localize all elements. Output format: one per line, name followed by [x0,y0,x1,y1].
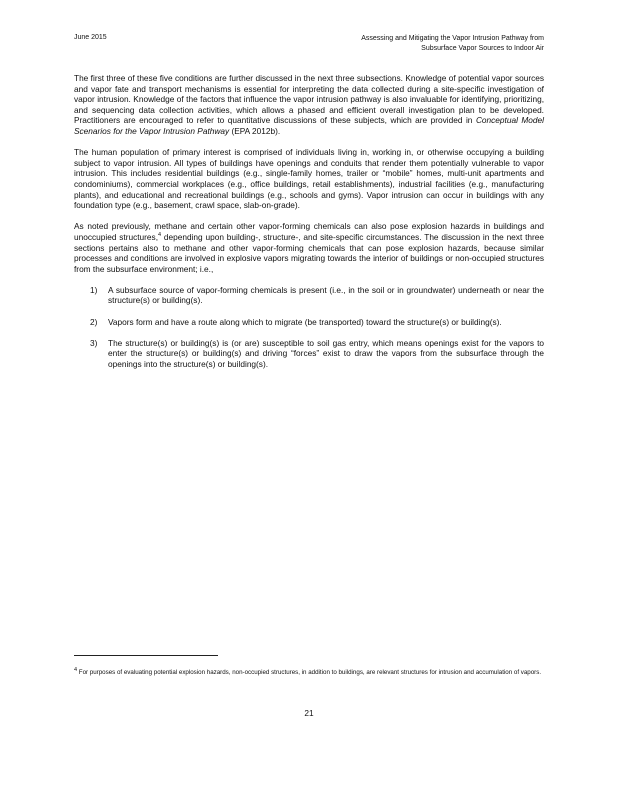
header-title-line-1: Assessing and Mitigating the Vapor Intrusion Pathway from [361,35,544,42]
paragraph-1-text: The first three of these five conditions are further discussed in the next three subsections. Knowledge of potential vapor sources and vapor fate and transport mechanisms is essential for interpreting the data collected during a site-specific investigation of vapor intrusion. Knowledge of the factors that influence the vapor intrusion pathway is also invaluable for identifying, prioritizing, and sequencing data collection activities, which allows a phased and efficient overall investigation plan to be developed. Practitioners are encouraged to refer to quantitative discussions of these subjects, which are provided in [74,73,544,126]
list-item-number: 2) [90,316,98,327]
list-item-text: The structure(s) or building(s) is (or are) susceptible to soil gas entry, which means openings exist for the vapors to enter the structure(s) or building(s) and driving “forces” exist to draw the vapors from the subsurface through the openings into the structure(s) or building(s). [108,337,544,370]
paragraph-3-text-a: As noted previously, methane and certain other vapor-forming chemicals can also pose explosion hazards in buildings and unoccupied structures, [74,221,544,242]
page-number: 21 [304,708,314,718]
list-item-text: Vapors form and have a route along which to migrate (be transported) toward the structure(s) or building(s). [108,316,502,327]
footnote-reference: 4 [158,232,162,239]
header-title-line-2: Subsurface Vapor Sources to Indoor Air [421,44,544,52]
list-item [74,338,544,370]
list-item-number: 1) [90,284,98,295]
paragraph-3 [74,221,544,274]
header-date: June 2015 [74,34,107,41]
list-item-text: A subsurface source of vapor-forming chemicals is present (i.e., in the soil or in groundwater) underneath or near the structure(s) or building(s). [108,284,544,306]
header-title [294,34,544,53]
list-item-number: 3) [90,337,98,348]
list-item [74,317,544,328]
paragraph-2: The human population of primary interest is comprised of individuals living in, working in, or otherwise occupying a building subject to vapor intrusion. All types of buildings have openings and conduits that render them potentially vulnerable to vapor intrusion. This includes residential buildings (e.g., single-family homes, trailer or “mobile” homes, multi-unit apartments and condominiums), commercial workplaces (e.g., office buildings, retail establishments), industrial facilities (e.g., manufacturing plants), and educational and recreational buildings (e.g., schools and gyms). Vapor intrusion can occur in buildings with any foundation type (e.g., basement, crawl space, slab-on-grade). [74,147,544,211]
paragraph-1 [74,73,544,137]
reference-citation: (EPA 2012b). [231,125,281,136]
footnote [74,666,544,678]
footnote-text: For purposes of evaluating potential explosion hazards, non-occupied structures, in addition to buildings, are relevant structures for intrusion and accumulation of vapors. [78,669,542,676]
paragraph-3-text-b: depending upon building-, structure-, and site-specific circumstances. The discussion in the next three sections pertains also to methane and other vapor-forming chemicals that can pose explosion hazards, because similar processes and conditions are involved in explosive vapors migrating towards the interior of buildings or non-occupied structures from the subsurface environment; i.e., [74,231,544,274]
list-item [74,285,544,306]
conditions-list [74,285,544,370]
body-text [74,73,544,380]
footnote-marker: 4 [74,666,78,673]
reference-title: Conceptual Model Scenarios for the Vapor Intrusion Pathway [74,115,544,136]
footnote-divider [74,655,218,656]
